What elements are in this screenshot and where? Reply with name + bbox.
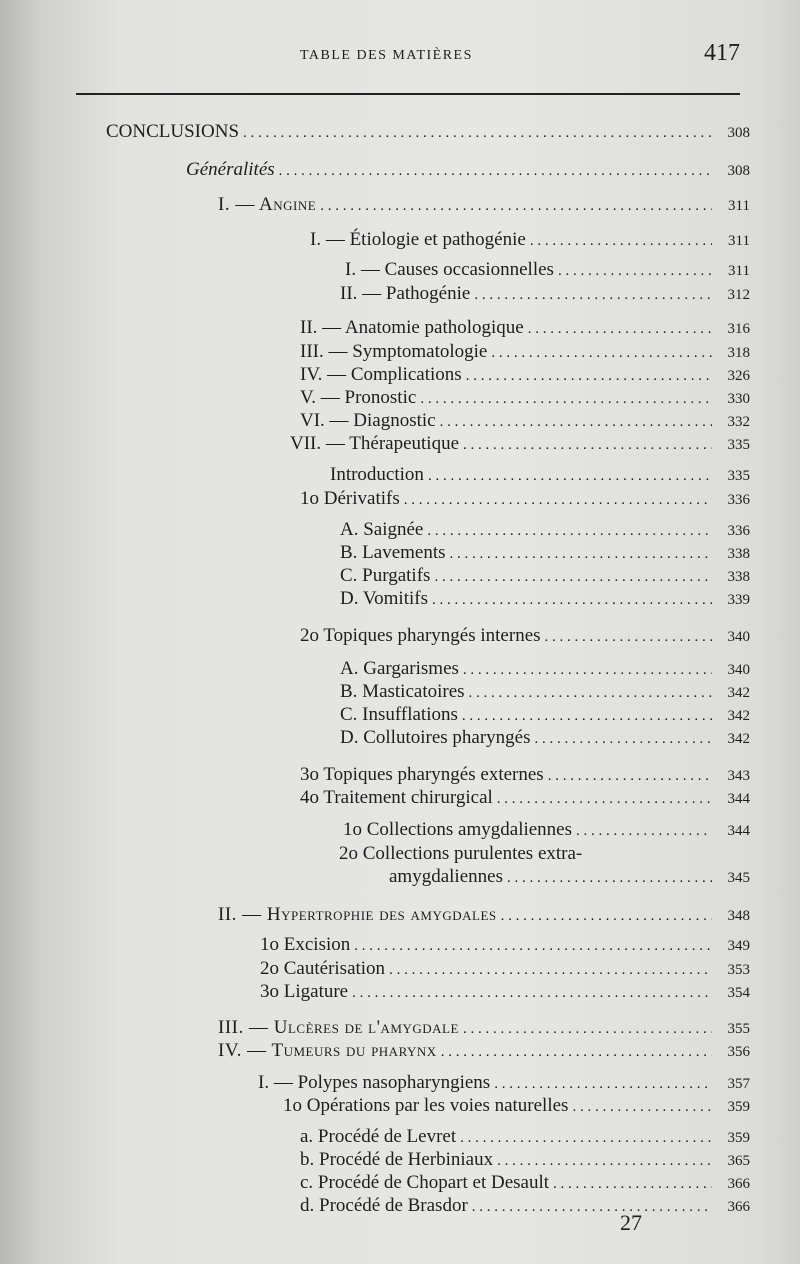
dot-leader <box>472 1195 712 1219</box>
signature-number: 27 <box>620 1210 642 1235</box>
toc-entry <box>340 587 750 612</box>
dot-leader <box>450 542 712 566</box>
toc-entry-label: 2o Topiques pharyngés internes <box>300 625 541 646</box>
toc-entry <box>300 409 750 434</box>
dot-leader <box>466 364 712 388</box>
toc-entry-page: 330 <box>727 391 750 407</box>
dot-leader <box>469 681 712 705</box>
toc-entry <box>300 624 750 649</box>
toc-entry <box>218 1039 750 1064</box>
toc-entry <box>340 726 750 751</box>
toc-entry-page: 326 <box>727 368 750 384</box>
toc-entry <box>300 340 750 365</box>
toc-entry-page: 344 <box>727 823 750 839</box>
toc-entry <box>283 1094 750 1119</box>
toc-entry-page: 308 <box>727 125 750 141</box>
toc-entry-page: 356 <box>727 1044 750 1060</box>
dot-leader <box>243 121 712 145</box>
toc-entry-page: 312 <box>727 287 750 303</box>
toc-entry-label: C. Purgatifs <box>340 565 431 586</box>
toc-entry-label: D. Vomitifs <box>340 588 428 609</box>
toc-entry-label: B. Masticatoires <box>340 681 465 702</box>
dot-leader <box>463 433 712 457</box>
toc-entry-label: A. Gargarismes <box>340 658 459 679</box>
toc-entry <box>340 282 750 307</box>
dot-leader <box>352 981 712 1005</box>
toc-entry <box>310 228 750 253</box>
toc-entry <box>218 903 750 928</box>
toc-entry <box>106 120 750 145</box>
toc-entry-label: D. Collutoires pharyngés <box>340 727 531 748</box>
toc-entry-label: VII. — Thérapeutique <box>290 433 460 454</box>
toc-entry <box>340 564 750 589</box>
toc-entry-label: c. Procédé de Chopart et Desault <box>300 1172 550 1193</box>
toc-entry-label: II. — Pathogénie <box>340 283 471 304</box>
dot-leader <box>463 658 712 682</box>
toc-entry-label: C. Insufflations <box>340 704 458 725</box>
toc-entry-label: d. Procédé de Brasdor <box>300 1195 468 1216</box>
toc-entry <box>300 1194 750 1219</box>
toc-entry <box>290 432 750 457</box>
toc-entry-label: CONCLUSIONS <box>106 121 240 142</box>
toc-entry-label: VI. — Diagnostic <box>300 410 436 431</box>
toc-entry-page: 311 <box>728 198 750 214</box>
toc-entry-page: 345 <box>727 870 750 886</box>
toc-entry-page: 338 <box>727 546 750 562</box>
toc-entry-page: 343 <box>727 768 750 784</box>
toc-entry-label: 1o Collections amygdaliennes <box>343 819 573 840</box>
toc-entry <box>340 541 750 566</box>
toc-entry <box>300 1171 750 1196</box>
dot-leader <box>501 904 712 928</box>
toc-entry <box>340 518 750 543</box>
toc-entry <box>300 1125 750 1150</box>
toc-entry-label: III. — Symptomatologie <box>300 341 488 362</box>
toc-entry <box>340 657 750 682</box>
dot-leader <box>441 1040 712 1064</box>
toc-entry <box>345 258 750 283</box>
dot-leader <box>491 341 712 365</box>
dot-leader <box>530 229 712 253</box>
toc-entry <box>330 463 750 488</box>
toc-entry-page: 308 <box>727 163 750 179</box>
toc-entry-label: 3o Ligature <box>260 981 349 1002</box>
toc-entry <box>186 158 750 183</box>
toc-entry <box>300 763 750 788</box>
toc-entry <box>218 193 750 218</box>
toc-entry-page: 332 <box>727 414 750 430</box>
toc-entry-page: 359 <box>727 1099 750 1115</box>
dot-leader <box>497 1149 712 1173</box>
dot-leader <box>320 194 712 218</box>
page-header <box>0 40 800 80</box>
toc-entry-page: 316 <box>727 321 750 337</box>
toc-entry <box>300 1148 750 1173</box>
toc-entry-label: 2o Collections purulentes extra- <box>339 843 583 864</box>
dot-leader <box>434 565 712 589</box>
toc-entry-page: 353 <box>727 962 750 978</box>
dot-leader <box>354 934 712 958</box>
toc-entry-label: Introduction <box>330 464 424 485</box>
dot-leader <box>279 159 712 183</box>
dot-leader <box>463 1017 712 1041</box>
toc-entry-page: 354 <box>727 985 750 1001</box>
toc-entry <box>340 680 750 705</box>
toc-entry-page: 366 <box>727 1176 750 1192</box>
toc-entry-page: 311 <box>728 263 750 279</box>
dot-leader <box>427 519 712 543</box>
toc-entry-page: 340 <box>727 662 750 678</box>
toc-entry-page: 342 <box>727 731 750 747</box>
header-rule <box>76 93 740 95</box>
toc-entry-label: B. Lavements <box>340 542 446 563</box>
dot-leader <box>440 410 712 434</box>
toc-entry-label: 3o Topiques pharyngés externes <box>300 764 544 785</box>
page-number: 417 <box>704 40 740 66</box>
toc-entry-page: 342 <box>727 708 750 724</box>
toc-entry-page: 357 <box>727 1076 750 1092</box>
dot-leader <box>558 259 712 283</box>
toc-entry <box>260 933 750 958</box>
toc-entry-label: I. — Polypes nasopharyngiens <box>258 1072 491 1093</box>
toc-entry-label: 2o Cautérisation <box>260 958 386 979</box>
toc-entry-page: 359 <box>727 1130 750 1146</box>
toc-entry-page: 336 <box>727 492 750 508</box>
toc-entry-label: a. Procédé de Levret <box>300 1126 457 1147</box>
toc-entry-label: I. — Étiologie et pathogénie <box>310 229 526 250</box>
toc-entry-page: 318 <box>727 345 750 361</box>
toc-entry <box>300 487 750 512</box>
dot-leader <box>548 764 712 788</box>
dot-leader <box>428 464 712 488</box>
toc-entry-label: b. Procédé de Herbiniaux <box>300 1149 494 1170</box>
toc-entry-label: Généralités <box>186 159 275 180</box>
toc-entry-page: 366 <box>727 1199 750 1215</box>
toc-entry-label: V. — Pronostic <box>300 387 417 408</box>
toc-entry-label: IV. — Tumeurs du pharynx <box>218 1040 437 1061</box>
toc-entry <box>389 865 750 890</box>
toc-entry-page: 336 <box>727 523 750 539</box>
toc-entry-page: 365 <box>727 1153 750 1169</box>
toc-entry-page: 340 <box>727 629 750 645</box>
toc-entry-label: 1o Dérivatifs <box>300 488 400 509</box>
dot-leader <box>460 1126 712 1150</box>
toc-entry-label: II. — Anatomie pathologique <box>300 317 524 338</box>
toc-entry-label: I. — Causes occasionnelles <box>345 259 554 280</box>
toc-entry-label: I. — Angine <box>218 194 317 215</box>
dot-leader <box>535 727 712 751</box>
toc-entry-page: 335 <box>727 437 750 453</box>
toc-entry-label: III. — Ulcères de l'amygdale <box>218 1017 459 1038</box>
dot-leader <box>474 283 712 307</box>
toc-entry <box>258 1071 750 1096</box>
dot-leader <box>507 866 712 890</box>
toc-entry <box>300 386 750 411</box>
toc-entry <box>339 842 750 866</box>
dot-leader <box>389 958 712 982</box>
dot-leader <box>420 387 712 411</box>
toc-entry <box>260 980 750 1005</box>
dot-leader <box>576 819 712 843</box>
toc-entry-label: IV. — Complications <box>300 364 462 385</box>
toc-entry-page: 339 <box>727 592 750 608</box>
toc-entry <box>300 316 750 341</box>
toc-entry-page: 348 <box>727 908 750 924</box>
toc-entry-page: 335 <box>727 468 750 484</box>
toc-entry-page: 338 <box>727 569 750 585</box>
dot-leader <box>404 488 712 512</box>
dot-leader <box>494 1072 712 1096</box>
toc-entry <box>300 786 750 811</box>
dot-leader <box>553 1172 712 1196</box>
toc-entry-label: 4o Traitement chirurgical <box>300 787 493 808</box>
dot-leader <box>432 588 712 612</box>
toc-entry-page: 349 <box>727 938 750 954</box>
dot-leader <box>528 317 712 341</box>
toc-entry-label: II. — Hypertrophie des amygdales <box>218 904 497 925</box>
toc-entry-label: 1o Excision <box>260 934 351 955</box>
toc-entry <box>218 1016 750 1041</box>
dot-leader <box>545 625 712 649</box>
toc-entry <box>340 703 750 728</box>
toc-entry-page: 344 <box>727 791 750 807</box>
toc-entry-label: amygdaliennes <box>389 866 503 887</box>
toc-entry <box>300 363 750 388</box>
toc-entry-page: 342 <box>727 685 750 701</box>
toc-entry <box>260 957 750 982</box>
toc-entry-page: 355 <box>727 1021 750 1037</box>
dot-leader <box>572 1095 712 1119</box>
toc-entry-page: 311 <box>728 233 750 249</box>
running-title: TABLE DES MATIÈRES <box>300 48 473 63</box>
dot-leader <box>497 787 712 811</box>
dot-leader <box>462 704 712 728</box>
toc-entry-label: 1o Opérations par les voies naturelles <box>283 1095 569 1116</box>
toc-entry <box>343 818 750 843</box>
toc-entry-label: A. Saignée <box>340 519 424 540</box>
